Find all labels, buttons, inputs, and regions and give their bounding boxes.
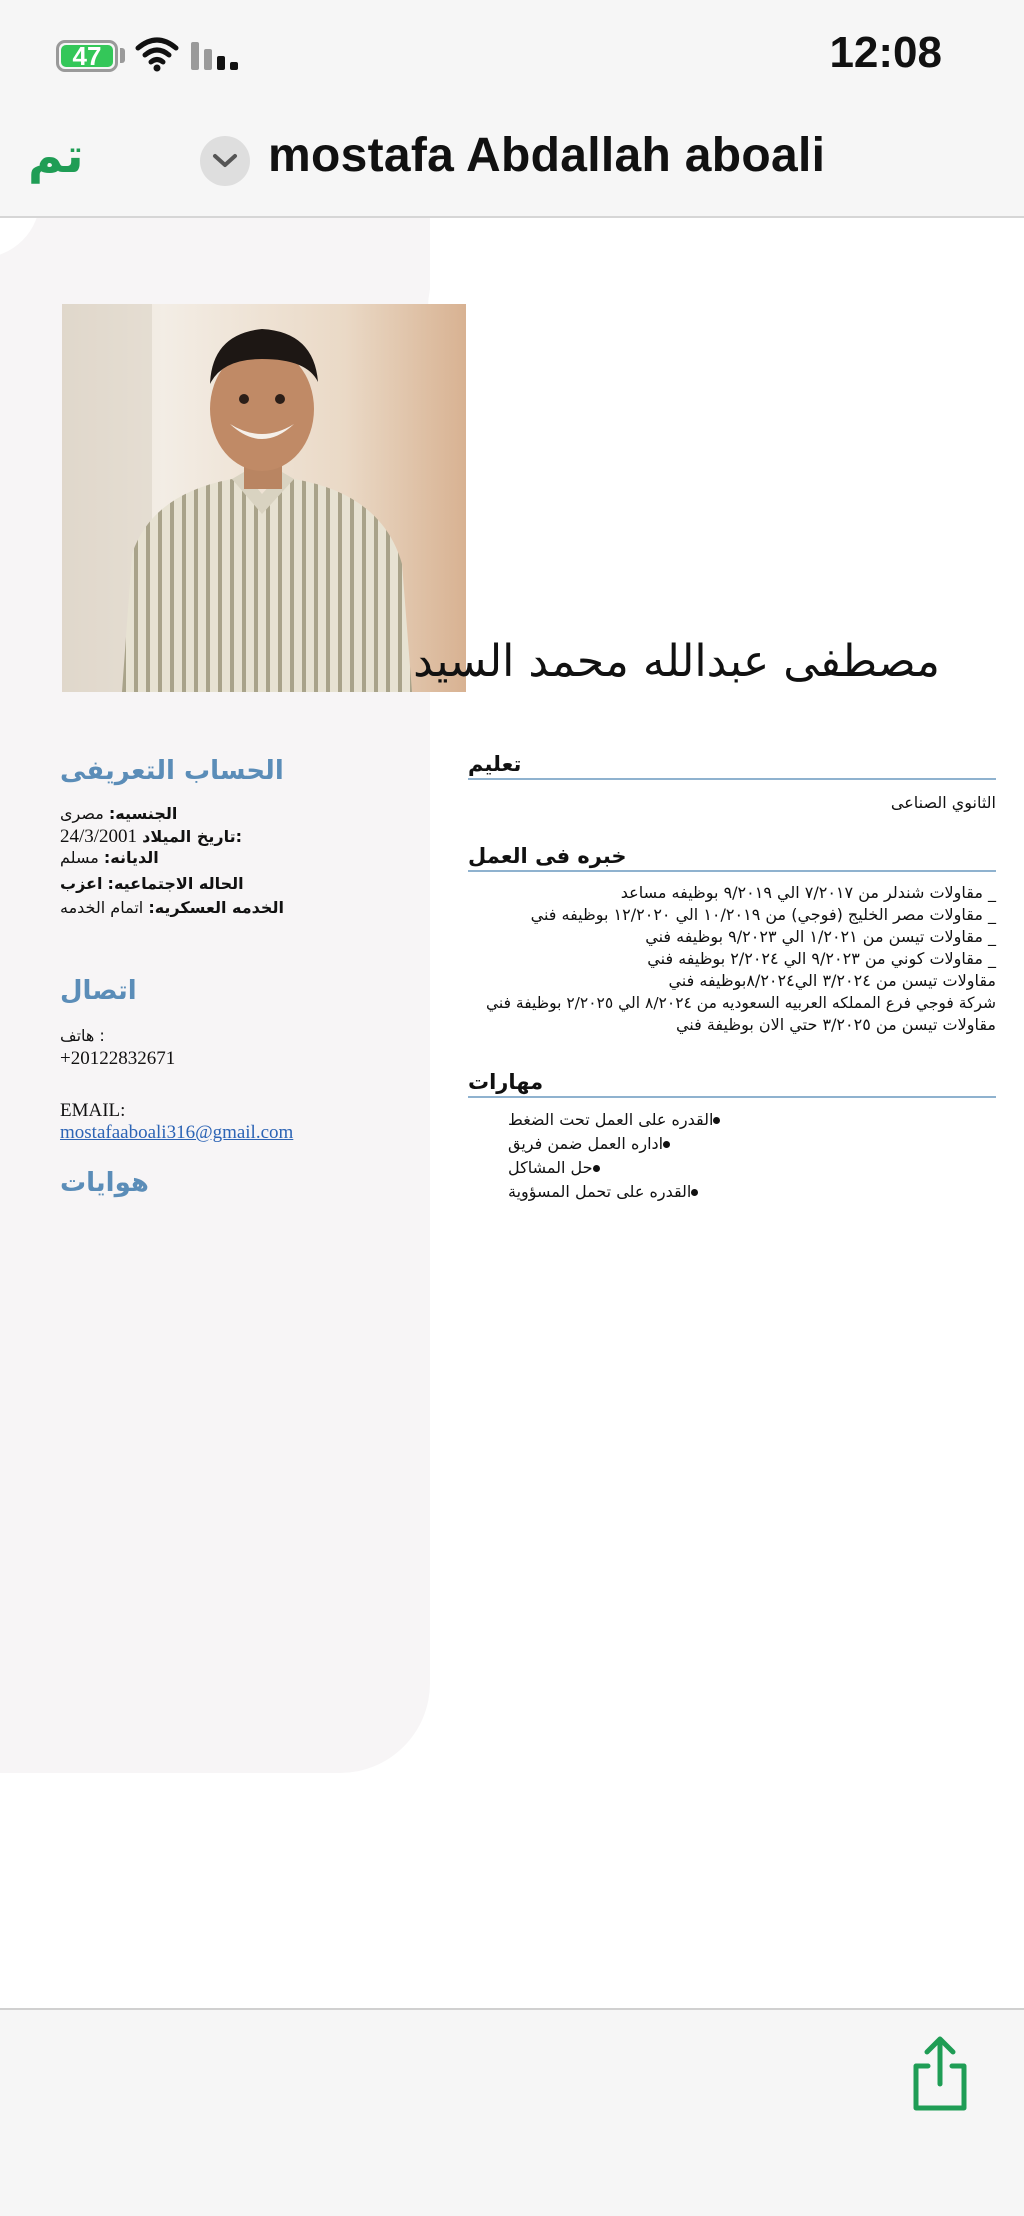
education-section <box>468 752 996 814</box>
battery-tip <box>120 48 125 63</box>
education-heading: تعليم <box>468 752 996 780</box>
religion-label: الديانه: <box>103 848 159 867</box>
experience-list <box>468 882 996 1036</box>
bullet-icon <box>593 1165 600 1172</box>
birth-row <box>60 826 242 848</box>
experience-section <box>468 844 996 1036</box>
military-row <box>60 898 284 917</box>
experience-item: _ مقاولات تيسن من ١/٢٠٢١ الي ٩/٢٠٢٣ بوظيفه فني <box>645 927 996 946</box>
chevron-down-icon <box>212 153 238 169</box>
religion-row <box>60 848 159 867</box>
marital-row <box>60 874 244 893</box>
experience-item: _ مقاولات كوني من ٩/٢٠٢٣ الي ٢/٢٠٢٤ بوظيفه فني <box>647 949 996 968</box>
signal-icon <box>190 40 240 72</box>
contact-heading: اتصال <box>60 976 137 1006</box>
religion-value: مسلم <box>60 848 99 867</box>
experience-item: مقاولات تيسن من ٣/٢٠٢٥ حتي الان بوظيفة فني <box>675 1015 996 1034</box>
education-item: الثانوي الصناعى <box>890 793 996 812</box>
experience-item: شركة فوجي فرع المملكه العربيه السعوديه من ٨/٢٠٢٤ الي ٢/٢٠٢٥ بوظيفة فني <box>485 994 996 1012</box>
battery-charging-icon <box>56 40 118 72</box>
share-icon[interactable] <box>908 2036 972 2112</box>
birth-value: 24/3/2001 <box>60 826 138 847</box>
email-row <box>60 1122 293 1144</box>
phone-value[interactable]: +20122832671 <box>60 1048 176 1069</box>
hobbies-heading: هوايات <box>60 1168 149 1198</box>
skill-item: حل المشاكل <box>508 1156 996 1180</box>
skills-heading: مهارات <box>468 1070 996 1098</box>
military-label: الخدمه العسكريه: <box>148 898 284 917</box>
marital-value: اعزب <box>60 874 103 893</box>
skills-section <box>468 1070 996 1204</box>
nationality-row <box>60 804 177 823</box>
email-link[interactable]: mostafaaboali316@gmail.com <box>60 1122 294 1143</box>
phone-label: هاتف : <box>60 1026 105 1045</box>
wifi-icon <box>134 34 180 74</box>
skill-item: القدره على تحمل المسؤوية <box>508 1180 996 1204</box>
marital-label: الحاله الاجتماعيه: <box>107 874 244 893</box>
nav-bar <box>0 110 1024 218</box>
bullet-icon <box>663 1141 670 1148</box>
bottom-toolbar <box>0 2008 1024 2216</box>
skills-list <box>468 1108 996 1204</box>
profile-photo <box>62 304 466 692</box>
full-name: مصطفى عبدالله محمد السيد <box>413 636 940 687</box>
status-time: 12:08 <box>829 28 942 77</box>
email-label: EMAIL: <box>60 1100 126 1121</box>
battery-level: 47 <box>72 40 102 71</box>
skill-item: القدره على العمل تحت الضغط <box>508 1108 996 1132</box>
done-button[interactable]: تم <box>28 128 84 184</box>
experience-item: _ مقاولات مصر الخليج (فوجي) من ١٠/٢٠١٩ الي ١٢/٢٠٢٠ بوظيفه فني <box>530 905 996 924</box>
profile-heading: الحساب التعريفى <box>60 756 284 786</box>
skill-item: اداره العمل ضمن فريق <box>508 1132 996 1156</box>
birth-label: تاريخ الميلاد: <box>142 827 243 846</box>
experience-item: مقاولات تيسن من ٣/٢٠٢٤ الي٨/٢٠٢٤بوظيفه فني <box>668 971 996 990</box>
document-preview[interactable] <box>0 218 1024 2008</box>
status-bar <box>0 0 1024 110</box>
nationality-value: مصرى <box>60 804 104 823</box>
title-menu-button[interactable] <box>200 136 250 186</box>
bullet-icon <box>691 1189 698 1196</box>
experience-heading: خبره فى العمل <box>468 844 996 872</box>
bullet-icon <box>713 1117 720 1124</box>
experience-item: _ مقاولات شندلر من ٧/٢٠١٧ الي ٩/٢٠١٩ بوظيفه مساعد <box>620 883 996 902</box>
military-value: اتمام الخدمه <box>60 898 144 917</box>
nationality-label: الجنسيه: <box>108 804 178 823</box>
document-title: mostafa Abdallah aboali <box>268 129 826 182</box>
